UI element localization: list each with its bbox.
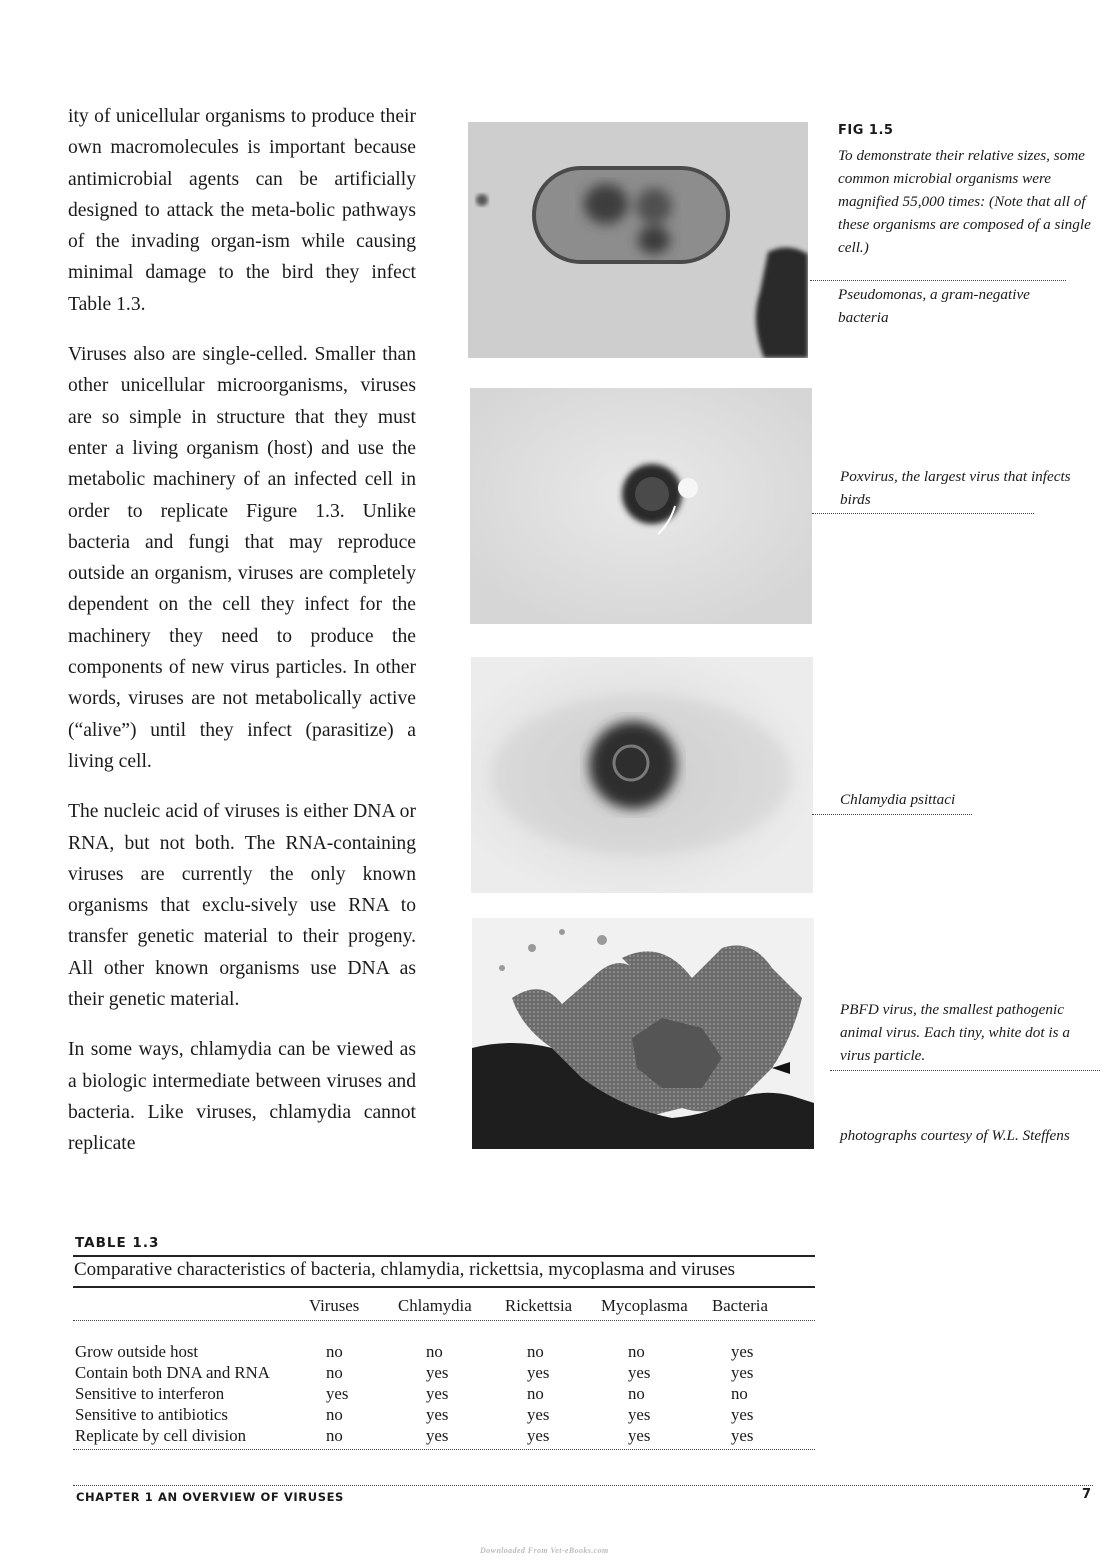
- table-header-divider: [73, 1320, 815, 1321]
- caption-divider: [812, 814, 972, 815]
- chapter-footer: CHAPTER 1 AN OVERVIEW OF VIRUSES: [76, 1490, 344, 1504]
- table-cell: yes: [326, 1384, 349, 1403]
- table-cell: yes: [426, 1405, 449, 1424]
- body-paragraph: ity of unicellular organisms to produce their own macromolecules is important because antimicrobial agents can be artificially designed to attack the meta-bolic pathways of the invading organ-ism while causing minimal damage to the bird they infect Table 1.3.: [68, 106, 416, 315]
- caption-poxvirus: Poxvirus, the largest virus that infects birds: [840, 468, 1071, 508]
- table-cell: yes: [731, 1405, 754, 1424]
- column-header: Bacteria: [712, 1296, 768, 1315]
- table-title: Comparative characteristics of bacteria, chlamydia, rickettsia, mycoplasma and viruses: [74, 1259, 736, 1280]
- body-text-column: [68, 101, 416, 1160]
- table-label: TABLE 1.3: [75, 1235, 160, 1251]
- table-cell: no: [628, 1384, 645, 1403]
- table-bottom-divider: [73, 1449, 815, 1450]
- table-cell: no: [527, 1384, 544, 1403]
- row-label: Replicate by cell division: [75, 1426, 247, 1445]
- table-cell: no: [628, 1342, 645, 1361]
- body-paragraph: In some ways, chlamydia can be viewed as a biologic intermediate between viruses and bacteria. Like viruses, chlamydia cannot replicate: [68, 1039, 416, 1155]
- table-cell: no: [426, 1342, 443, 1361]
- pbfd-virus-micrograph: [472, 918, 814, 1149]
- table-cell: no: [731, 1384, 748, 1403]
- caption-divider: [830, 1070, 1100, 1071]
- caption-divider: [812, 513, 1034, 514]
- table-cell: yes: [628, 1405, 651, 1424]
- table-cell: yes: [426, 1384, 449, 1403]
- footer-divider: [73, 1485, 1093, 1486]
- table-cell: no: [326, 1363, 343, 1382]
- column-header: Rickettsia: [505, 1296, 573, 1315]
- caption-chlamydia: Chlamydia psittaci: [840, 791, 956, 808]
- table-cell: yes: [731, 1426, 754, 1445]
- table-top-rule: [73, 1255, 815, 1257]
- column-header: Mycoplasma: [601, 1296, 688, 1315]
- row-label: Grow outside host: [75, 1342, 199, 1361]
- row-label: Sensitive to interferon: [75, 1384, 225, 1403]
- table-cell: yes: [731, 1342, 754, 1361]
- row-label: Contain both DNA and RNA: [75, 1363, 270, 1382]
- poxvirus-micrograph: [470, 388, 812, 624]
- table-cell: yes: [628, 1426, 651, 1445]
- table-title-rule: [73, 1286, 815, 1288]
- table-cell: no: [326, 1342, 343, 1361]
- caption-divider: [810, 280, 1066, 281]
- body-paragraph: The nucleic acid of viruses is either DNA or RNA, but not both. The RNA-containing viruses are currently the only known organisms that exclu-sively use RNA to transfer genetic material to their progeny. All other known organisms use DNA as their genetic material.: [68, 801, 416, 1011]
- caption-pbfd-virus: PBFD virus, the smallest pathogenic animal virus. Each tiny, white dot is a virus particle.: [840, 1001, 1070, 1064]
- table-cell: no: [326, 1426, 343, 1445]
- photo-credit: photographs courtesy of W.L. Steffens: [840, 1127, 1070, 1144]
- table-cell: yes: [527, 1405, 550, 1424]
- page-number: 7: [1082, 1487, 1092, 1502]
- watermark: Downloaded From Vet-eBooks.com: [480, 1546, 609, 1555]
- caption-pseudomonas: Pseudomonas, a gram-negative bacteria: [838, 286, 1030, 326]
- column-header: Viruses: [309, 1296, 360, 1315]
- table-cell: yes: [628, 1363, 651, 1382]
- table-cell: no: [326, 1405, 343, 1424]
- table-cell: no: [527, 1342, 544, 1361]
- table-cell: yes: [527, 1426, 550, 1445]
- table-cell: yes: [527, 1363, 550, 1382]
- figure-label: FIG 1.5: [838, 123, 894, 138]
- chlamydia-micrograph: [471, 657, 813, 893]
- body-paragraph: Viruses also are single-celled. Smaller than other unicellular microorganisms, viruses are so simple in structure that they must enter a living organism (host) and use the metabolic machinery of an infected cell in order to replicate Figure 1.3. Unlike bacteria and fungi that may reproduce outside an organism, viruses are completely dependent on the cell they infect for the machinery they need to produce the components of new virus particles. In other words, viruses are not metabolically active (“alive”) until they infect (parasitize) a living cell.: [68, 344, 416, 772]
- table-cell: yes: [731, 1363, 754, 1382]
- row-label: Sensitive to antibiotics: [75, 1405, 228, 1424]
- column-header: Chlamydia: [398, 1296, 472, 1315]
- figure-intro-caption: To demonstrate their relative sizes, some common microbial organisms were magnified 55,000 times: (Note that all of these organisms are composed of a single cell.): [838, 147, 1091, 256]
- pseudomonas-micrograph: [468, 122, 808, 358]
- table-cell: yes: [426, 1426, 449, 1445]
- table-cell: yes: [426, 1363, 449, 1382]
